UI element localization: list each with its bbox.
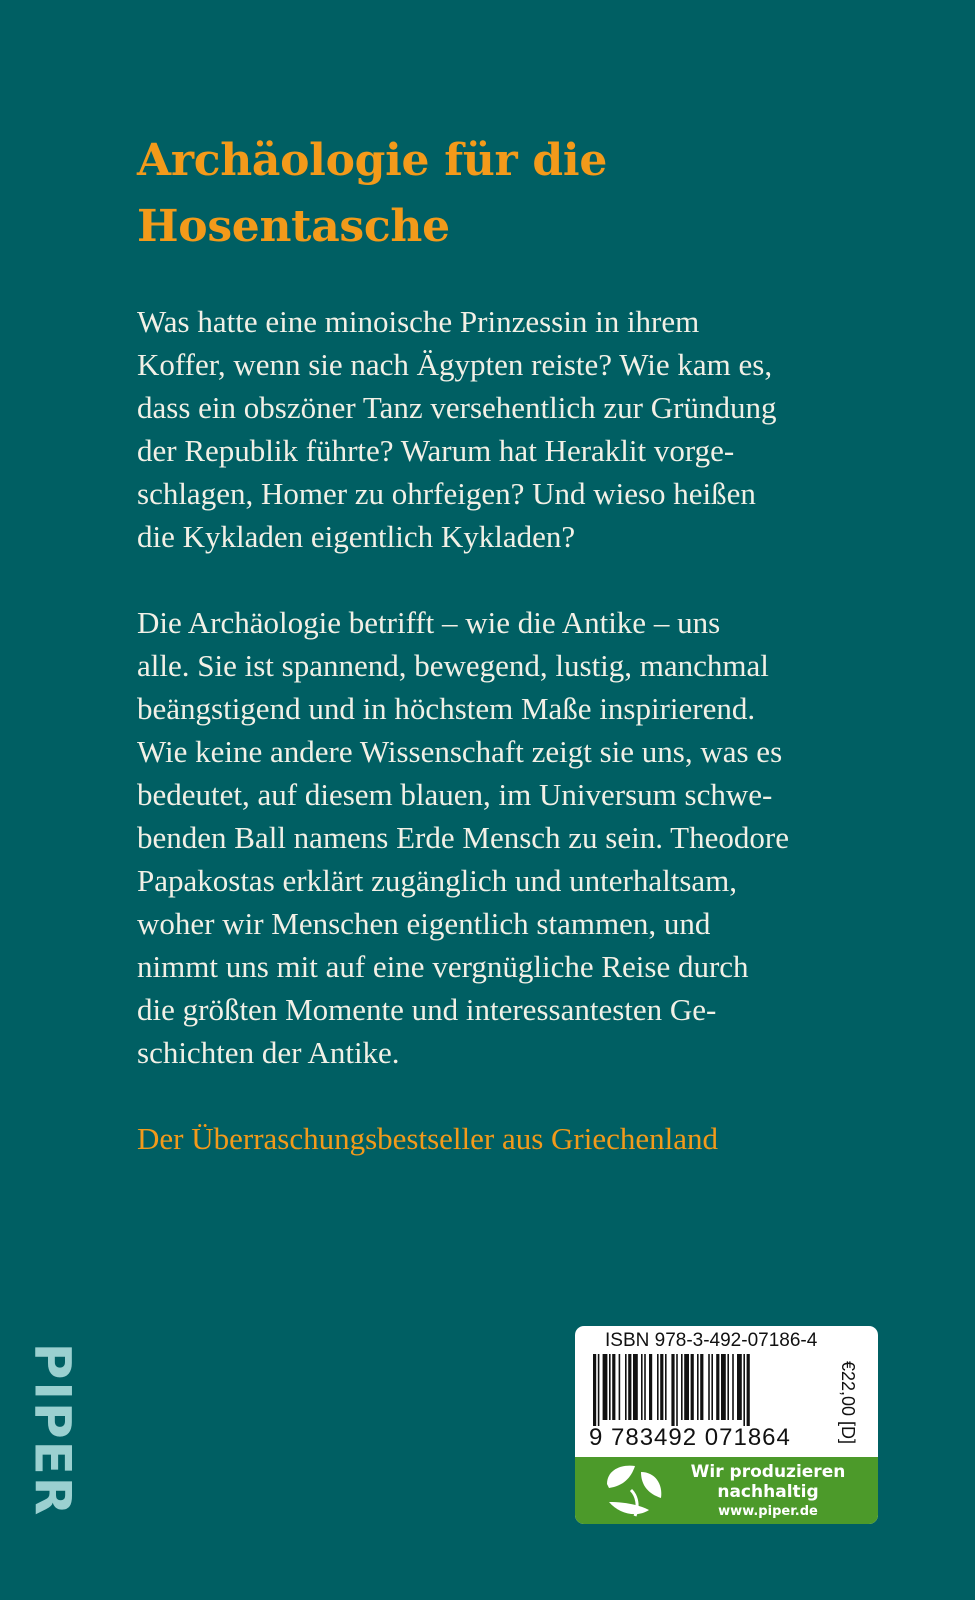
blurb-line: woher wir Menschen eigentlich stammen, und xyxy=(137,906,711,941)
blurb-line: schlagen, Homer zu ohrfeigen? Und wieso heißen xyxy=(137,476,756,511)
headline-line-1: Archäologie für die xyxy=(137,135,608,186)
blurb-line: alle. Sie ist spannend, bewegend, lustig, manchmal xyxy=(137,648,769,683)
blurb-line: nimmt uns mit auf eine vergnügliche Reise durch xyxy=(137,949,749,984)
headline-line-2: Hosentasche xyxy=(137,201,450,252)
blurb-line: die größten Momente und interessantesten Ge- xyxy=(137,992,717,1027)
blurb-line: Papakostas erklärt zugänglich und unterhaltsam, xyxy=(137,863,738,898)
headline xyxy=(137,128,857,260)
blurb-line: Wie keine andere Wissenschaft zeigt sie uns, was es xyxy=(137,734,783,769)
price-label xyxy=(833,1352,863,1452)
publisher-url: www.piper.de xyxy=(718,1504,818,1519)
price-text: €22,00 [D] xyxy=(838,1360,859,1444)
barcode-label xyxy=(575,1326,878,1524)
blurb-line: beängstigend und in höchstem Maße inspirierend. xyxy=(137,691,756,726)
blurb-line: Koffer, wenn sie nach Ägypten reiste? Wie kam es, xyxy=(137,347,773,382)
blurb-line: dass ein obszöner Tanz versehentlich zur Gründung xyxy=(137,390,777,425)
blurb-line: die Kykladen eigentlich Kykladen? xyxy=(137,519,576,554)
blurb-paragraph-2 xyxy=(137,601,867,1074)
blurb-line: bedeutet, auf diesem blauen, im Universum schwe- xyxy=(137,777,773,812)
sustainability-band xyxy=(575,1457,878,1524)
tagline: Der Überraschungsbestseller aus Griechenland xyxy=(137,1121,719,1156)
blurb-line: Die Archäologie betrifft – wie die Antike – uns xyxy=(137,605,721,640)
blurb-paragraph-1 xyxy=(137,300,867,558)
publisher-logo xyxy=(22,1335,82,1525)
barcode-digits: 9 783492 071864 xyxy=(589,1424,791,1451)
sustainability-line-2: nachhaltig xyxy=(717,1482,819,1502)
blurb-line: Was hatte eine minoische Prinzessin in ihrem xyxy=(137,304,700,339)
publisher-logo-text: PIPER xyxy=(23,1342,81,1518)
blurb-line: schichten der Antike. xyxy=(137,1035,400,1070)
sustainability-text xyxy=(673,1462,863,1521)
blurb-line: der Republik führte? Warum hat Heraklit vorge- xyxy=(137,433,735,468)
isbn-number: ISBN 978-3-492-07186-4 xyxy=(605,1330,818,1351)
leaf-recycle-icon xyxy=(601,1462,667,1520)
blurb-line: benden Ball namens Erde Mensch zu sein. Theodore xyxy=(137,820,789,855)
barcode-icon xyxy=(589,1354,817,1426)
sustainability-line-1: Wir produzieren xyxy=(690,1462,846,1482)
